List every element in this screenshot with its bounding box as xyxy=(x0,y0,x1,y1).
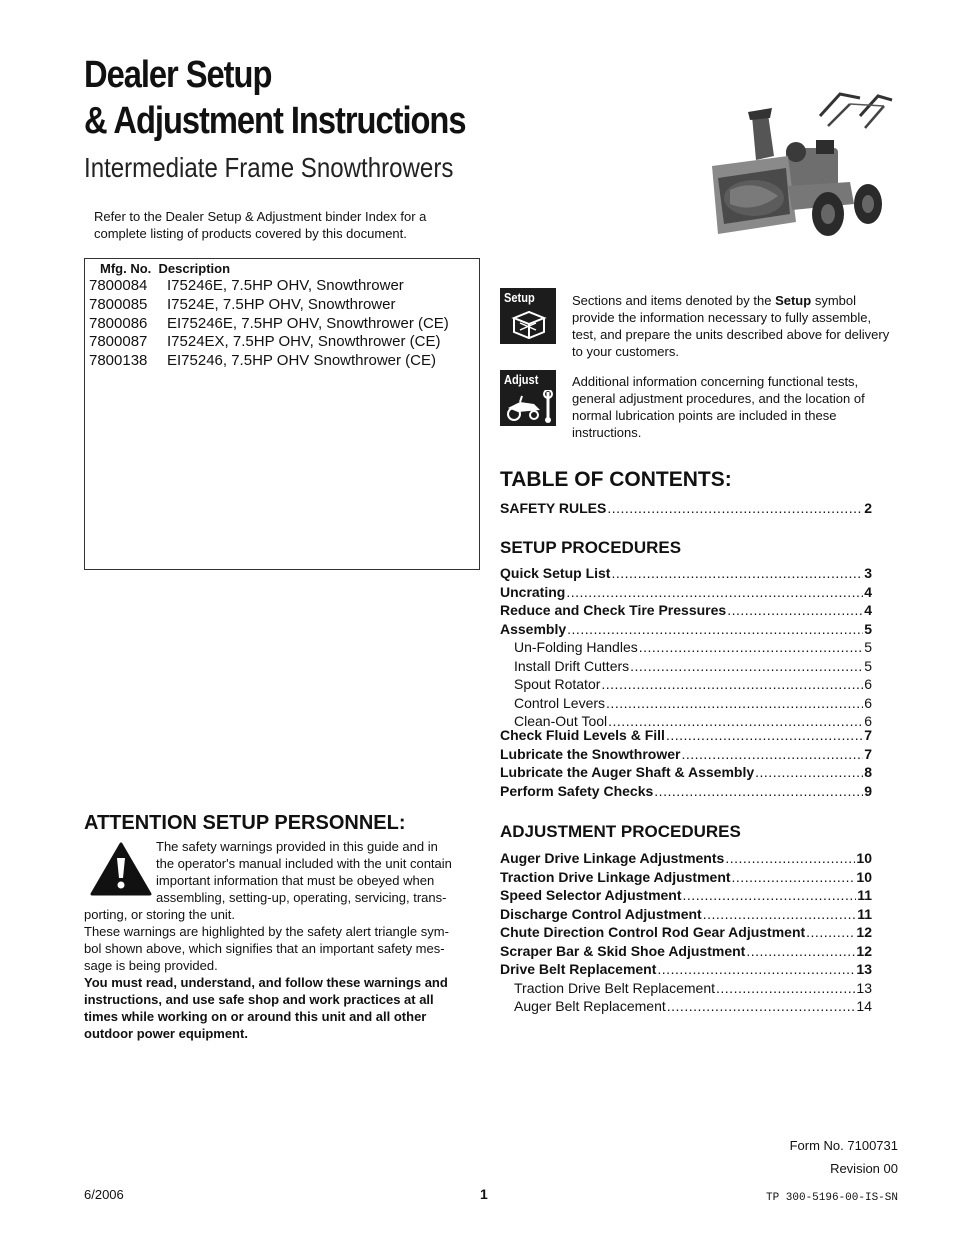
model-description: I75246E, 7.5HP OHV, Snowthrower xyxy=(167,277,404,294)
toc-entry-page: 13 xyxy=(856,961,872,977)
model-row xyxy=(89,352,436,369)
attention-paragraph-2 xyxy=(84,906,484,974)
attention-line: important information that must be obeyed when xyxy=(156,873,435,888)
toc-entry-title: SAFETY RULES xyxy=(500,500,607,516)
toc-leader-dots xyxy=(755,764,863,780)
toc-entry-page: 9 xyxy=(864,782,872,799)
attention-paragraph-3 xyxy=(84,974,484,1042)
description-header: Description xyxy=(158,261,231,276)
toc-leader-dots xyxy=(601,676,863,692)
revision-number: Revision 00 xyxy=(830,1161,898,1176)
attention-line: The safety warnings provided in this guide and in xyxy=(156,839,438,854)
toc-subentry[interactable] xyxy=(500,695,872,714)
adjustment-procedures-heading: ADJUSTMENT PROCEDURES xyxy=(500,822,741,841)
toc-entry-title: Quick Setup List xyxy=(500,565,611,581)
toc-entry-title: Discharge Control Adjustment xyxy=(500,905,702,922)
title-line-2: & Adjustment Instructions xyxy=(84,100,466,142)
attention-line: These warnings are highlighted by the safety alert triangle sym- xyxy=(84,924,449,939)
toc-leader-dots xyxy=(607,500,863,516)
model-row xyxy=(89,277,404,294)
toc-entry[interactable] xyxy=(500,961,872,980)
model-list-box xyxy=(84,258,480,570)
toc-leader-dots xyxy=(606,695,863,711)
adjust-symbol-description: Additional information concerning functional tests, general adjustment procedures, and the location of normal lubrication points are included in these instructions. xyxy=(572,374,865,440)
page-number: 1 xyxy=(480,1186,488,1202)
model-list-header xyxy=(100,261,230,276)
toc-entry-page: 7 xyxy=(864,745,872,762)
model-number: 7800086 xyxy=(89,315,148,332)
model-description: I7524E, 7.5HP OHV, Snowthrower xyxy=(167,296,396,313)
toc-entry-title: Traction Drive Linkage Adjustment xyxy=(500,868,731,885)
toc-leader-dots xyxy=(681,746,863,762)
title-line-1: Dealer Setup xyxy=(84,54,272,96)
toc-entry-page: 12 xyxy=(856,924,872,940)
toc-entry[interactable] xyxy=(500,887,872,906)
attention-line: assembling, setting-up, operating, servicing, trans- xyxy=(156,890,447,905)
toc-entry-title: Spout Rotator xyxy=(514,676,601,692)
toc-entry-title: Uncrating xyxy=(500,583,566,600)
model-description: I7524EX, 7.5HP OHV, Snowthrower (CE) xyxy=(167,333,441,350)
toc-entry[interactable] xyxy=(500,943,872,962)
toc-entry-page: 8 xyxy=(864,764,872,780)
toc-entry-page: 5 xyxy=(864,657,872,674)
attention-line: times while working on or around this unit and all other xyxy=(84,1009,427,1024)
adjust-symbol-icon xyxy=(500,370,556,426)
toc-leader-dots xyxy=(806,924,855,940)
toc-subentry[interactable] xyxy=(500,639,872,658)
toc-leader-dots xyxy=(639,639,863,655)
warning-triangle-icon xyxy=(90,842,152,896)
attention-line: instructions, and use safe shop and work practices at all xyxy=(84,992,434,1007)
toc-entry-title: Check Fluid Levels & Fill xyxy=(500,727,665,743)
model-number: 7800138 xyxy=(89,352,148,369)
toc-entry-title: Un-Folding Handles xyxy=(514,639,638,655)
document-subtitle: Intermediate Frame Snowthrowers xyxy=(84,152,454,183)
toc-entry[interactable] xyxy=(500,783,872,802)
toc-leader-dots xyxy=(630,658,863,674)
toc-setup-list xyxy=(500,565,872,801)
setup-symbol-description xyxy=(572,292,898,360)
toc-leader-dots xyxy=(725,850,855,866)
toc-title: TABLE OF CONTENTS: xyxy=(500,468,732,491)
toc-entry[interactable] xyxy=(500,584,872,603)
toc-leader-dots xyxy=(716,980,855,996)
toc-entry-page: 11 xyxy=(857,887,872,903)
toc-leader-dots xyxy=(683,887,857,903)
toc-entry-page: 7 xyxy=(864,727,872,743)
toc-entry[interactable] xyxy=(500,850,872,869)
toc-entry-page: 4 xyxy=(864,583,872,600)
toc-leader-dots xyxy=(732,869,856,885)
toc-subentry[interactable] xyxy=(500,713,872,727)
toc-subentry[interactable] xyxy=(500,658,872,677)
toc-entry-title: Scraper Bar & Skid Shoe Adjustment xyxy=(500,942,746,959)
toc-leader-dots xyxy=(654,783,863,799)
toc-entry-title: Install Drift Cutters xyxy=(514,657,630,674)
toc-entry[interactable] xyxy=(500,500,872,519)
toc-leader-dots xyxy=(667,998,856,1014)
setup-text-part: symbol provide the information necessary to fully assemble, test, and prepare the units described above for delivery to your customers. xyxy=(572,293,890,359)
model-number: 7800087 xyxy=(89,333,148,350)
toc-leader-dots xyxy=(611,565,863,581)
toc-entry-page: 4 xyxy=(864,602,872,618)
document-code: TP 300-5196-00-IS-SN xyxy=(765,1192,898,1204)
model-number: 7800084 xyxy=(89,277,148,294)
toc-subentry[interactable] xyxy=(500,998,872,1017)
toc-adjust-list xyxy=(500,850,872,1017)
snowthrower-illustration xyxy=(700,86,900,246)
attention-heading: ATTENTION SETUP PERSONNEL: xyxy=(84,812,406,834)
toc-entry-page: 10 xyxy=(856,868,872,885)
toc-entry-title: Lubricate the Auger Shaft & Assembly xyxy=(500,764,755,780)
toc-subentry[interactable] xyxy=(500,980,872,999)
toc-entry-title: Traction Drive Belt Replacement xyxy=(514,979,716,996)
setup-symbol-label: Setup xyxy=(504,290,535,305)
toc-entry-title: Perform Safety Checks xyxy=(500,782,654,799)
toc-leader-dots xyxy=(657,961,855,977)
toc-leader-dots xyxy=(703,906,856,922)
attention-line: porting, or storing the unit. xyxy=(84,907,236,922)
refer-note: Refer to the Dealer Setup & Adjustment binder Index for a complete listing of products covered by this document. xyxy=(94,209,427,241)
model-description: EI75246, 7.5HP OHV Snowthrower (CE) xyxy=(167,352,437,369)
document-title xyxy=(84,52,466,144)
setup-symbol-icon xyxy=(500,288,556,344)
model-number: 7800085 xyxy=(89,296,148,313)
setup-text-bold: Setup xyxy=(775,293,812,308)
tractor-wrench-icon xyxy=(504,390,554,424)
toc-entry-page: 14 xyxy=(856,998,872,1014)
setup-text-part: Sections and items denoted by the xyxy=(572,293,776,308)
toc-entry[interactable] xyxy=(500,924,872,943)
toc-entry-title: Chute Direction Control Rod Gear Adjustment xyxy=(500,924,806,940)
toc-entry[interactable] xyxy=(500,906,872,925)
attention-line: the operator's manual included with the unit contain xyxy=(156,856,452,871)
toc-entry-page: 5 xyxy=(864,639,872,655)
model-description: EI75246E, 7.5HP OHV, Snowthrower (CE) xyxy=(167,315,449,332)
toc-entry-page: 6 xyxy=(864,694,872,711)
toc-entry-page: 13 xyxy=(856,979,872,996)
toc-leader-dots xyxy=(666,727,863,743)
box-icon xyxy=(510,308,548,340)
toc-leader-dots xyxy=(727,602,863,618)
toc-safety-list xyxy=(500,500,872,519)
mfg-no-header: Mfg. No. xyxy=(100,261,152,276)
toc-entry-page: 12 xyxy=(856,942,872,959)
model-row xyxy=(89,333,440,350)
adjust-symbol-label: Adjust xyxy=(504,372,539,387)
toc-entry[interactable] xyxy=(500,764,872,783)
toc-entry-title: Assembly xyxy=(500,620,567,637)
toc-entry[interactable] xyxy=(500,869,872,888)
toc-entry[interactable] xyxy=(500,621,872,640)
model-row xyxy=(89,315,449,332)
attention-paragraph-1 xyxy=(156,838,482,906)
toc-entry[interactable] xyxy=(500,602,872,621)
toc-entry-page: 11 xyxy=(857,905,872,922)
toc-entry-page: 3 xyxy=(864,565,872,581)
toc-entry[interactable] xyxy=(500,565,872,584)
attention-line: bol shown above, which signifies that an important safety mes- xyxy=(84,941,445,956)
toc-entry-title: Reduce and Check Tire Pressures xyxy=(500,602,727,618)
toc-entry-title: Drive Belt Replacement xyxy=(500,961,657,977)
attention-line: You must read, understand, and follow these warnings and xyxy=(84,975,448,990)
toc-leader-dots xyxy=(566,584,863,600)
toc-entry-title: Control Levers xyxy=(514,694,606,711)
attention-line: sage is being provided. xyxy=(84,958,218,973)
setup-procedures-heading: SETUP PROCEDURES xyxy=(500,538,682,557)
toc-entry-title: Lubricate the Snowthrower xyxy=(500,745,681,762)
toc-entry-page: 6 xyxy=(864,713,872,729)
toc-entry-title: Clean-Out Tool xyxy=(514,713,608,729)
toc-entry-title: Auger Belt Replacement xyxy=(514,998,666,1014)
issue-date: 6/2006 xyxy=(84,1187,124,1202)
toc-entry-title: Auger Drive Linkage Adjustments xyxy=(500,850,725,866)
model-row xyxy=(89,296,395,313)
attention-line: outdoor power equipment. xyxy=(84,1026,248,1041)
toc-subentry[interactable] xyxy=(500,676,872,695)
toc-leader-dots xyxy=(567,621,863,637)
toc-entry[interactable] xyxy=(500,727,872,746)
toc-entry-page: 2 xyxy=(864,500,872,516)
toc-entry-page: 5 xyxy=(864,620,872,637)
toc-leader-dots xyxy=(746,943,855,959)
form-number: Form No. 7100731 xyxy=(789,1138,898,1153)
toc-entry[interactable] xyxy=(500,746,872,765)
toc-entry-page: 6 xyxy=(864,676,872,692)
toc-entry-title: Speed Selector Adjustment xyxy=(500,887,682,903)
toc-entry-page: 10 xyxy=(856,850,872,866)
